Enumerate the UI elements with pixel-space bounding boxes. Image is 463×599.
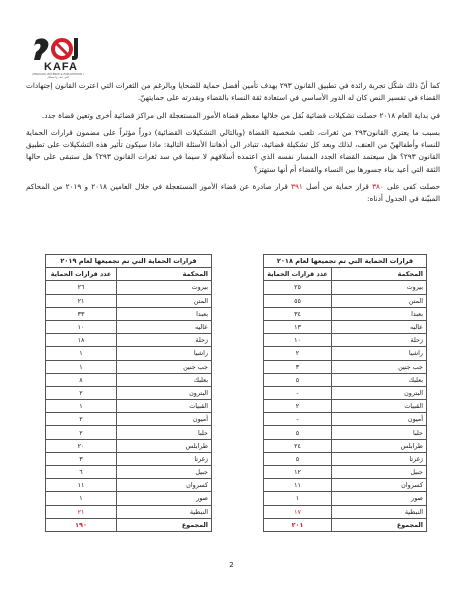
stats-count-received: ٣٨٠ bbox=[372, 182, 384, 192]
table-row bbox=[264, 360, 427, 373]
table-row bbox=[264, 307, 427, 320]
court-cell: عاليه bbox=[117, 320, 212, 333]
table-row bbox=[46, 334, 212, 347]
court-cell: راشيا bbox=[332, 347, 427, 360]
paragraph: في بداية العام ٢٠١٨ حصلت تشكيلات قضائية نُقل من خلالها معظم قضاة الأمور المستعجلة الى مراكز قضائية أخرى وتعين قضاة جدد. bbox=[41, 110, 440, 120]
count-cell: ١٨ bbox=[46, 334, 117, 347]
court-cell: بعلبك bbox=[117, 373, 212, 386]
count-cell: ٥ bbox=[264, 452, 332, 465]
court-cell: جب جنين bbox=[117, 360, 212, 373]
table-caption: قرارات الحماية التي تم تجميعها لعام ٢٠١٨ bbox=[264, 255, 427, 268]
court-cell: البترون bbox=[117, 386, 212, 399]
table-row bbox=[264, 281, 427, 294]
table-row bbox=[264, 466, 427, 479]
table-row bbox=[46, 320, 212, 333]
count-cell: ١٢ bbox=[264, 466, 332, 479]
table-row bbox=[264, 492, 427, 505]
table-row bbox=[264, 505, 427, 518]
table-caption: قرارات الحماية التي تم تجميعها لعام ٢٠١٩ bbox=[46, 255, 212, 268]
stats-count-total: ٣٩١ bbox=[291, 182, 303, 192]
court-cell: بعبدا bbox=[332, 307, 427, 320]
total-value: ٢٠١ bbox=[264, 518, 332, 531]
count-cell: ٢٥ bbox=[264, 281, 332, 294]
table-row bbox=[264, 373, 427, 386]
count-cell: ٢١ bbox=[46, 505, 117, 518]
count-cell: ٣٤ bbox=[264, 307, 332, 320]
table-row bbox=[46, 281, 212, 294]
column-header-court: المحكمة bbox=[332, 268, 427, 281]
kafa-logo-mark bbox=[30, 34, 82, 62]
court-cell: زحلة bbox=[332, 334, 427, 347]
table-row bbox=[46, 373, 212, 386]
count-cell: ١٠ bbox=[46, 320, 117, 333]
court-cell: جبيل bbox=[332, 466, 427, 479]
table-row bbox=[46, 439, 212, 452]
stats-before: حصلت كفى على bbox=[387, 182, 440, 192]
count-cell: ٥٥ bbox=[264, 294, 332, 307]
count-cell: - bbox=[264, 413, 332, 426]
court-cell: المتن bbox=[117, 294, 212, 307]
count-cell: ٢٦ bbox=[46, 281, 117, 294]
court-cell: جب جنين bbox=[332, 360, 427, 373]
court-cell: كسروان bbox=[117, 479, 212, 492]
paragraph: كما أنّ ذلك شكّل تجربة رائدة في تطبيق القانون ٢٩٣ بهدف تأمين أفضل حماية للضحايا وبالرغم من الثغرات التي اعترت القانون إجتهادات القضاء في تفسير النص كان له الدور الأساسي في استعادة ثقة النساء بالقضاء وبقدرته على حمايتهنّ. bbox=[26, 81, 440, 103]
count-cell: ٢٠ bbox=[46, 439, 117, 452]
court-cell: القبيات bbox=[117, 400, 212, 413]
logo-tagline: (ENOUGH) VIOLENCE & EXPLOITATION / كفى عنف و استغلال bbox=[32, 73, 84, 79]
table-row bbox=[46, 360, 212, 373]
court-cell: بعلبك bbox=[332, 373, 427, 386]
table-body bbox=[264, 281, 427, 532]
count-cell: ١٠ bbox=[264, 334, 332, 347]
count-cell: ١ bbox=[46, 347, 117, 360]
logo-name: KAFA bbox=[44, 61, 78, 73]
count-cell: ١١ bbox=[264, 479, 332, 492]
stats-middle: قرار حماية من أصل bbox=[306, 182, 369, 192]
table-row bbox=[46, 400, 212, 413]
table-row bbox=[264, 294, 427, 307]
court-cell: المتن bbox=[332, 294, 427, 307]
count-cell: ٢٤ bbox=[264, 439, 332, 452]
total-value: ١٩٠ bbox=[46, 518, 117, 531]
table-row bbox=[46, 413, 212, 426]
court-cell: أميون bbox=[332, 413, 427, 426]
table-row bbox=[264, 347, 427, 360]
stats-sentence bbox=[26, 181, 440, 206]
table-row bbox=[264, 413, 427, 426]
table-row bbox=[46, 479, 212, 492]
table-2019 bbox=[45, 254, 212, 532]
court-cell: النبطية bbox=[117, 505, 212, 518]
total-label: المجموع bbox=[332, 518, 427, 531]
count-cell: ٨ bbox=[46, 373, 117, 386]
count-cell: ٢ bbox=[46, 386, 117, 399]
court-cell: القبيات bbox=[332, 400, 427, 413]
count-cell: ٦ bbox=[46, 466, 117, 479]
column-header-count: عدد قرارات الحماية bbox=[46, 268, 117, 281]
count-cell: ٥ bbox=[264, 373, 332, 386]
court-cell: بيروت bbox=[117, 281, 212, 294]
table-row bbox=[46, 426, 212, 439]
paragraph: بسبب ما يعتري القانون٢٩٣ من ثغرات، تلعب شخصية القضاة (وبالتالي التشكيلات القضائية) دوراً مؤثراً على مضمون قرارات الحماية للنساء وأطفالهنّ من العنف، لذلك وبعد كل تشكيلة قضائية، تتبادر الى أذهاننا الأسئلة التالية: ماذا سيكون تأثير هذه التشكيلات على تطبيق القانون ٢٩٣؟ هل سيعتمد القضاء الجدد المسار نفسه الذي اعتمده أسلافهم لا سيما في سد ثغرات القانون ٢٩٣؟ هل ستبقى على حالها الثقة التي أعيد بناء جسورها بين النساء والقضاء أم أنها ستهتز؟ bbox=[26, 127, 440, 174]
count-cell: - bbox=[264, 386, 332, 399]
count-cell: ٢ bbox=[46, 426, 117, 439]
count-cell: ٥ bbox=[264, 426, 332, 439]
table-row bbox=[46, 492, 212, 505]
count-cell: ١ bbox=[46, 360, 117, 373]
court-cell: طرابلس bbox=[117, 439, 212, 452]
court-cell: صور bbox=[332, 492, 427, 505]
table-row bbox=[46, 466, 212, 479]
table-row bbox=[264, 400, 427, 413]
count-cell: ١١ bbox=[46, 479, 117, 492]
court-cell: زحلة bbox=[117, 334, 212, 347]
total-row bbox=[46, 518, 212, 531]
count-cell: ٢ bbox=[46, 413, 117, 426]
count-cell: ٢ bbox=[264, 400, 332, 413]
total-row bbox=[264, 518, 427, 531]
table-row bbox=[46, 452, 212, 465]
count-cell: ١٧ bbox=[264, 505, 332, 518]
table-row bbox=[264, 452, 427, 465]
count-cell: ٣ bbox=[46, 452, 117, 465]
table-row bbox=[264, 426, 427, 439]
table-row bbox=[264, 320, 427, 333]
count-cell: ١٣ bbox=[264, 320, 332, 333]
column-header-court: المحكمة bbox=[117, 268, 212, 281]
court-cell: صور bbox=[117, 492, 212, 505]
count-cell: ٢ bbox=[264, 347, 332, 360]
court-cell: كسروان bbox=[332, 479, 427, 492]
court-cell: حلبا bbox=[332, 426, 427, 439]
count-cell: ١ bbox=[46, 492, 117, 505]
table-row bbox=[46, 347, 212, 360]
table-row bbox=[46, 307, 212, 320]
court-cell: البترون bbox=[332, 386, 427, 399]
table-body bbox=[46, 281, 212, 532]
table-row bbox=[264, 479, 427, 492]
court-cell: زغرتا bbox=[332, 452, 427, 465]
count-cell: ٣ bbox=[264, 360, 332, 373]
court-cell: عاليه bbox=[332, 320, 427, 333]
table-row bbox=[264, 386, 427, 399]
table-row bbox=[46, 505, 212, 518]
count-cell: ١ bbox=[264, 492, 332, 505]
tables-area bbox=[45, 254, 427, 556]
court-cell: بعبدا bbox=[117, 307, 212, 320]
total-label: المجموع bbox=[117, 518, 212, 531]
court-cell: راشيا bbox=[117, 347, 212, 360]
court-cell: النبطية bbox=[332, 505, 427, 518]
kafa-logo bbox=[30, 34, 84, 79]
court-cell: طرابلس bbox=[332, 439, 427, 452]
court-cell: زغرتا bbox=[117, 452, 212, 465]
court-cell: أميون bbox=[117, 413, 212, 426]
page-number: 2 bbox=[229, 561, 234, 569]
court-cell: جبيل bbox=[117, 466, 212, 479]
column-header-count: عدد قرارات الحماية bbox=[264, 268, 332, 281]
table-row bbox=[264, 334, 427, 347]
table-row bbox=[46, 294, 212, 307]
table-2018 bbox=[263, 254, 427, 532]
document-body bbox=[26, 80, 440, 211]
table-row bbox=[264, 439, 427, 452]
court-cell: حلبا bbox=[117, 426, 212, 439]
count-cell: ٣٣ bbox=[46, 307, 117, 320]
table-row bbox=[46, 386, 212, 399]
count-cell: ٢١ bbox=[46, 294, 117, 307]
stats-after: قرار صادرة عن قضاء الأمور المستعجلة في خلال العامين ٢٠١٨ و ٢٠١٩ من المحاكم المبيّنة في الجدول أدناه: bbox=[26, 182, 440, 204]
count-cell: ١ bbox=[46, 400, 117, 413]
court-cell: بيروت bbox=[332, 281, 427, 294]
